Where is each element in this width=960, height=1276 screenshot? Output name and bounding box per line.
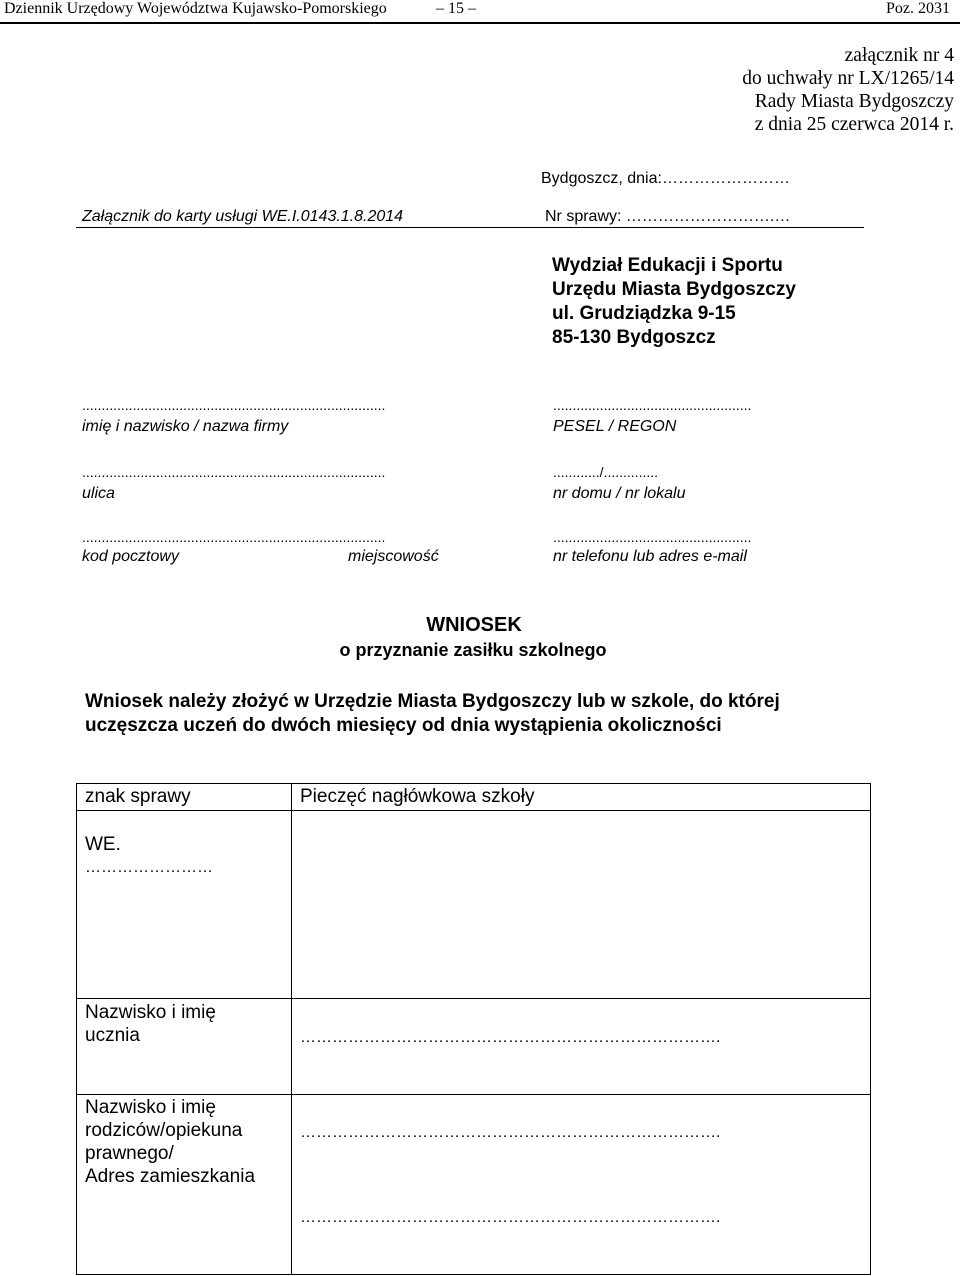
attachment-note-line: załącznik nr 4 <box>844 45 954 66</box>
pesel-label: PESEL / REGON <box>553 418 677 435</box>
application-table <box>76 783 871 1275</box>
parent-label-line: prawnego/ <box>85 1143 174 1164</box>
student-name-dotted-line: ……………………………………………………………………. <box>300 1029 721 1046</box>
phone-dotted-line: ................................................... <box>553 529 752 545</box>
attachment-note-line: Rady Miasta Bydgoszczy <box>754 91 954 112</box>
form-header-rule <box>76 227 864 228</box>
street-dotted-line: .............................................................................. <box>82 464 386 480</box>
office-line: 85-130 Bydgoszcz <box>552 327 716 348</box>
office-line: Urzędu Miasta Bydgoszczy <box>552 279 796 300</box>
name-label: imię i nazwisko / nazwa firmy <box>82 418 289 435</box>
student-label-line: ucznia <box>85 1025 140 1046</box>
page-number: – 15 – <box>436 0 476 17</box>
attachment-note-line: z dnia 25 czerwca 2014 r. <box>754 114 954 135</box>
address-label: Adres zamieszkania <box>85 1166 256 1187</box>
student-name-label-cell <box>77 999 292 1095</box>
case-sign-header-cell <box>77 784 292 811</box>
street-label: ulica <box>82 485 115 502</box>
journal-title: Dziennik Urzędowy Województwa Kujawsko-Pomorskiego <box>4 0 387 17</box>
city-date-field: Bydgoszcz, dnia:…………………… <box>541 170 790 187</box>
school-stamp-label: Pieczęć nagłówkowa szkoły <box>300 786 535 807</box>
house-number-dotted-line: ............/.............. <box>553 464 659 480</box>
position-number: Poz. 2031 <box>886 0 950 17</box>
postal-city-dotted-line: .............................................................................. <box>82 529 386 545</box>
city-label: miejscowość <box>348 548 439 565</box>
student-label-line: Nazwisko i imię <box>85 1002 216 1023</box>
recipient-office-address <box>552 254 796 350</box>
case-number-field: Nr sprawy: ……………………….… <box>545 208 791 225</box>
house-number-label: nr domu / nr lokalu <box>553 485 686 502</box>
parent-label-line: rodziców/opiekuna <box>85 1120 243 1141</box>
name-dotted-line: .............................................................................. <box>82 397 386 413</box>
parent-value-cell <box>292 1095 871 1275</box>
header-divider <box>0 22 960 24</box>
case-sign-label: znak sprawy <box>85 786 191 807</box>
attachment-note-line: do uchwały nr LX/1265/14 <box>742 68 954 89</box>
case-sign-dotted-line: …………………… <box>85 859 213 876</box>
office-line: Wydział Edukacji i Sportu <box>552 255 783 276</box>
submission-instruction: Wniosek należy złożyć w Urzędzie Miasta Bydgoszczy lub w szkole, do której uczęszcza uczeń do dwóch miesięcy od dnia wystąpienia okoliczności <box>85 691 780 736</box>
case-prefix: WE. <box>85 834 121 855</box>
form-title: WNIOSEK <box>426 614 522 636</box>
school-stamp-area <box>292 811 871 999</box>
school-stamp-header-cell <box>292 784 871 811</box>
parent-label-line: Nazwisko i imię <box>85 1097 216 1118</box>
address-dotted-line: ……………………………………………………………………. <box>300 1209 721 1226</box>
parent-name-dotted-line: ……………………………………………………………………. <box>300 1124 721 1141</box>
attachment-note <box>742 44 954 136</box>
attachment-card-reference: Załącznik do karty usługi WE.I.0143.1.8.2014 <box>82 208 404 225</box>
pesel-dotted-line: ................................................... <box>553 397 752 413</box>
phone-email-label: nr telefonu lub adres e-mail <box>553 548 747 565</box>
parent-label-cell <box>77 1095 292 1275</box>
form-subtitle: o przyznanie zasiłku szkolnego <box>339 640 607 660</box>
postal-code-label: kod pocztowy <box>82 548 179 565</box>
office-line: ul. Grudziądzka 9-15 <box>552 303 736 324</box>
student-name-value-cell <box>292 999 871 1095</box>
case-sign-value-cell <box>77 811 292 999</box>
